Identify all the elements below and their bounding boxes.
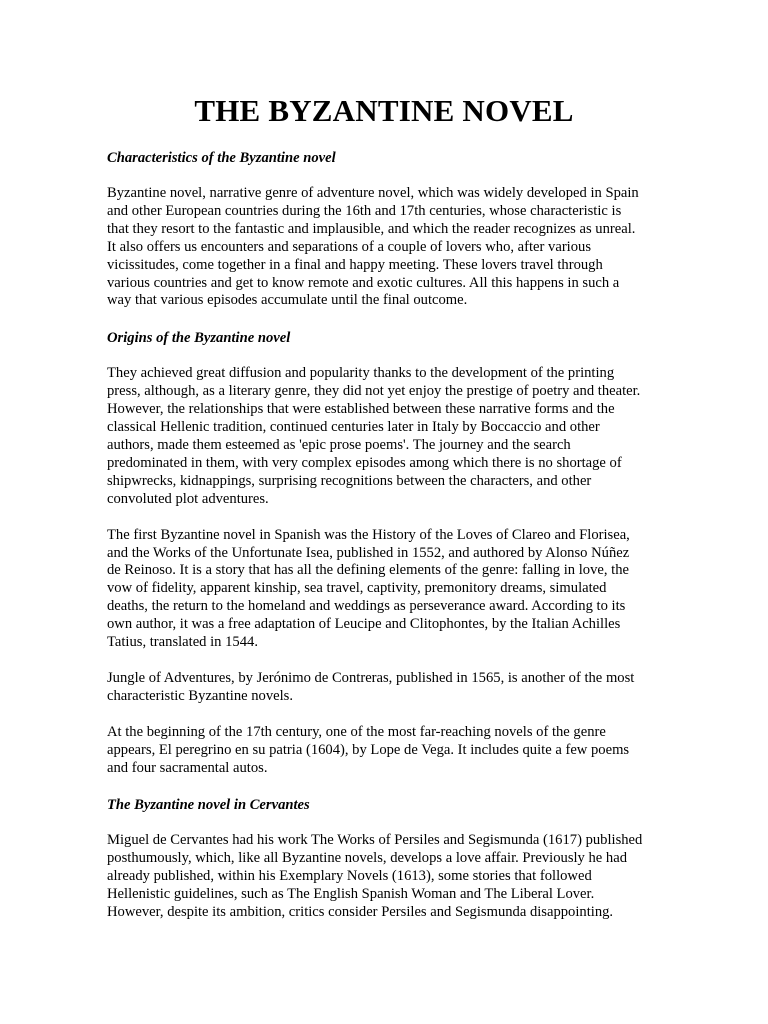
text-line: various countries and get to know remote and exotic cultures. All this happens in such a [107, 274, 620, 291]
text-line: They achieved great diffusion and popularity thanks to the development of the printing [107, 365, 615, 382]
text-line: appears, El peregrino en su patria (1604), by Lope de Vega. It includes quite a few poems [107, 741, 630, 758]
text-line: posthumously, which, like all Byzantine novels, develops a love affair. Previously he had [107, 850, 628, 867]
section-heading: Origins of the Byzantine novel [107, 330, 291, 347]
paragraph [107, 527, 667, 652]
section-heading: Characteristics of the Byzantine novel [107, 150, 336, 166]
text-line: and the Works of the Unfortunate Isea, published in 1552, and authored by Alonso Núñez [107, 544, 630, 561]
text-line: already published, within his Exemplary Novels (1613), some stories that followed [107, 868, 592, 885]
text-line: shipwrecks, kidnappings, surprising recognitions between the characters, and other [107, 472, 592, 489]
section-characteristics [107, 148, 667, 310]
text-line: Byzantine novel, narrative genre of adventure novel, which was widely developed in Spain [107, 185, 639, 201]
text-line: characteristic Byzantine novels. [107, 687, 293, 704]
text-line: that they resort to the fantastic and implausible, and which the reader recognizes as unreal. [107, 220, 636, 237]
section-heading: The Byzantine novel in Cervantes [107, 797, 310, 814]
text-line: deaths, the return to the homeland and weddings as perseverance award. According to its [107, 598, 626, 615]
document-title: THE BYZANTINE NOVEL [194, 93, 574, 128]
paragraph [107, 832, 667, 922]
text-line: Hellenistic guidelines, such as The English Spanish Woman and The Liberal Lover. [107, 886, 595, 903]
text-line: and other European countries during the 16th and 17th centuries, whose characteristic is [107, 202, 622, 219]
text-line: At the beginning of the 17th century, one of the most far-reaching novels of the genre [107, 723, 606, 740]
text-line: vow of fidelity, apparent kinship, sea travel, captivity, premonitory dreams, simulated [107, 580, 607, 597]
text-line: way that various episodes accumulate until the final outcome. [107, 292, 468, 309]
text-line: vicissitudes, come together in a final and happy meeting. These lovers travel through [107, 256, 603, 273]
paragraph [107, 185, 667, 310]
text-line: classical Hellenic tradition, continued centuries later in Italy by Boccaccio and other [107, 419, 600, 436]
paragraph [107, 365, 667, 508]
section-cervantes [107, 795, 667, 922]
text-line: and four sacramental autos. [107, 759, 268, 776]
paragraph [107, 724, 667, 778]
text-line: Tatius, translated in 1544. [107, 634, 258, 651]
text-line: own author, it was a free adaptation of Leucipe and Clitophontes, by the Italian Achilles [107, 616, 621, 633]
text-line: It also offers us encounters and separations of a couple of lovers who, after various [107, 238, 592, 255]
paragraph [107, 670, 667, 706]
text-line: The first Byzantine novel in Spanish was the History of the Loves of Clareo and Florisea, [107, 526, 630, 543]
text-line: However, the relationships that were established between these narrative forms and the [107, 401, 615, 418]
text-line: press, although, as a literary genre, they did not yet enjoy the prestige of poetry and theater. [107, 383, 641, 400]
text-line: predominated in them, with very complex episodes among which there is no shortage of [107, 454, 622, 471]
document-body [107, 148, 667, 940]
text-line: authors, made them esteemed as 'epic prose poems'. The journey and the search [107, 436, 571, 453]
text-line: Jungle of Adventures, by Jerónimo de Contreras, published in 1565, is another of the most [107, 669, 635, 686]
text-line: However, despite its ambition, critics consider Persiles and Segismunda disappointing. [107, 904, 614, 921]
text-line: Miguel de Cervantes had his work The Works of Persiles and Segismunda (1617) published [107, 832, 643, 849]
section-origins [107, 328, 667, 777]
text-line: convoluted plot adventures. [107, 490, 269, 507]
text-line: de Reinoso. It is a story that has all the defining elements of the genre: falling in love, the [107, 562, 629, 579]
